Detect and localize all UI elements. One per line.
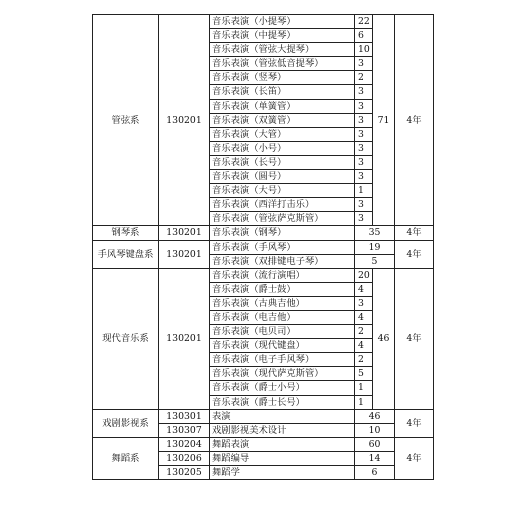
major-quota: 20 <box>355 268 373 282</box>
major-quota: 3 <box>355 127 373 141</box>
major-name: 音乐表演（双簧管） <box>210 113 355 127</box>
study-years: 4年 <box>395 240 434 268</box>
table-row <box>93 409 434 423</box>
major-name: 音乐表演（电贝司） <box>210 325 355 339</box>
major-name: 音乐表演（流行演唱） <box>210 268 355 282</box>
major-quota: 3 <box>355 170 373 184</box>
department-name: 戏剧影视系 <box>93 409 159 437</box>
study-years: 4年 <box>395 226 434 240</box>
enrollment-table <box>92 14 434 480</box>
major-quota: 22 <box>355 15 373 29</box>
department-name: 舞蹈系 <box>93 437 159 479</box>
major-quota: 4 <box>355 310 373 324</box>
major-code: 130201 <box>159 240 210 268</box>
major-quota: 4 <box>355 339 373 353</box>
department-name: 手风琴键盘系 <box>93 240 159 268</box>
major-name: 音乐表演（大号） <box>210 184 355 198</box>
major-name: 音乐表演（现代键盘） <box>210 339 355 353</box>
major-name: 音乐表演（长号） <box>210 155 355 169</box>
major-name: 音乐表演（大管） <box>210 127 355 141</box>
study-years: 4年 <box>395 409 434 437</box>
major-quota: 5 <box>355 254 395 268</box>
major-quota: 19 <box>355 240 395 254</box>
major-quota: 1 <box>355 184 373 198</box>
major-name: 音乐表演（双排键电子琴） <box>210 254 355 268</box>
major-name: 音乐表演（管弦低音提琴） <box>210 57 355 71</box>
major-name: 音乐表演（长笛） <box>210 85 355 99</box>
major-code: 130206 <box>159 451 210 465</box>
major-quota: 3 <box>355 99 373 113</box>
major-code: 130201 <box>159 268 210 409</box>
major-name: 音乐表演（电子手风琴） <box>210 353 355 367</box>
table-row <box>93 437 434 451</box>
major-name: 音乐表演（西洋打击乐） <box>210 198 355 212</box>
major-quota: 2 <box>355 325 373 339</box>
department-total: 71 <box>373 15 395 226</box>
major-quota: 6 <box>355 29 373 43</box>
major-name: 舞蹈学 <box>210 466 355 480</box>
major-name: 舞蹈编导 <box>210 451 355 465</box>
major-name: 音乐表演（现代萨克斯管） <box>210 367 355 381</box>
major-code: 130201 <box>159 15 210 226</box>
major-name: 舞蹈表演 <box>210 437 355 451</box>
major-name: 音乐表演（手风琴） <box>210 240 355 254</box>
major-quota: 1 <box>355 395 373 409</box>
major-quota: 2 <box>355 353 373 367</box>
major-name: 音乐表演（小号） <box>210 141 355 155</box>
major-name: 音乐表演（管弦大提琴） <box>210 43 355 57</box>
major-name: 表演 <box>210 409 355 423</box>
table-row <box>93 226 434 240</box>
major-code: 130201 <box>159 226 210 240</box>
study-years: 4年 <box>395 15 434 226</box>
major-quota: 10 <box>355 423 395 437</box>
major-name: 音乐表演（爵士小号） <box>210 381 355 395</box>
major-quota: 5 <box>355 367 373 381</box>
major-quota: 3 <box>355 141 373 155</box>
major-quota: 60 <box>355 437 395 451</box>
major-name: 音乐表演（单簧管） <box>210 99 355 113</box>
study-years: 4年 <box>395 268 434 409</box>
major-quota: 46 <box>355 409 395 423</box>
table-row <box>93 240 434 254</box>
study-years: 4年 <box>395 437 434 479</box>
major-code: 130204 <box>159 437 210 451</box>
major-name: 音乐表演（小提琴） <box>210 15 355 29</box>
major-code: 130205 <box>159 466 210 480</box>
major-name: 音乐表演（爵士鼓） <box>210 282 355 296</box>
major-name: 音乐表演（圆号） <box>210 170 355 184</box>
major-quota: 14 <box>355 451 395 465</box>
major-quota: 3 <box>355 113 373 127</box>
department-name: 现代音乐系 <box>93 268 159 409</box>
major-name: 戏剧影视美术设计 <box>210 423 355 437</box>
major-name: 音乐表演（钢琴） <box>210 226 355 240</box>
major-quota: 3 <box>355 155 373 169</box>
major-quota: 3 <box>355 212 373 226</box>
major-quota: 3 <box>355 198 373 212</box>
major-name: 音乐表演（管弦萨克斯管） <box>210 212 355 226</box>
major-quota: 4 <box>355 282 373 296</box>
table-row <box>93 15 434 29</box>
major-name: 音乐表演（电吉他） <box>210 310 355 324</box>
major-quota: 1 <box>355 381 373 395</box>
department-total: 46 <box>373 268 395 409</box>
major-quota: 10 <box>355 43 373 57</box>
major-code: 130301 <box>159 409 210 423</box>
major-name: 音乐表演（竖琴） <box>210 71 355 85</box>
major-quota: 6 <box>355 466 395 480</box>
major-quota: 3 <box>355 85 373 99</box>
major-name: 音乐表演（中提琴） <box>210 29 355 43</box>
major-quota: 3 <box>355 296 373 310</box>
department-name: 管弦系 <box>93 15 159 226</box>
department-name: 钢琴系 <box>93 226 159 240</box>
major-quota: 3 <box>355 57 373 71</box>
major-code: 130307 <box>159 423 210 437</box>
major-name: 音乐表演（爵士长号） <box>210 395 355 409</box>
department-total: 35 <box>355 226 395 240</box>
major-name: 音乐表演（古典吉他） <box>210 296 355 310</box>
table-row <box>93 268 434 282</box>
major-quota: 2 <box>355 71 373 85</box>
